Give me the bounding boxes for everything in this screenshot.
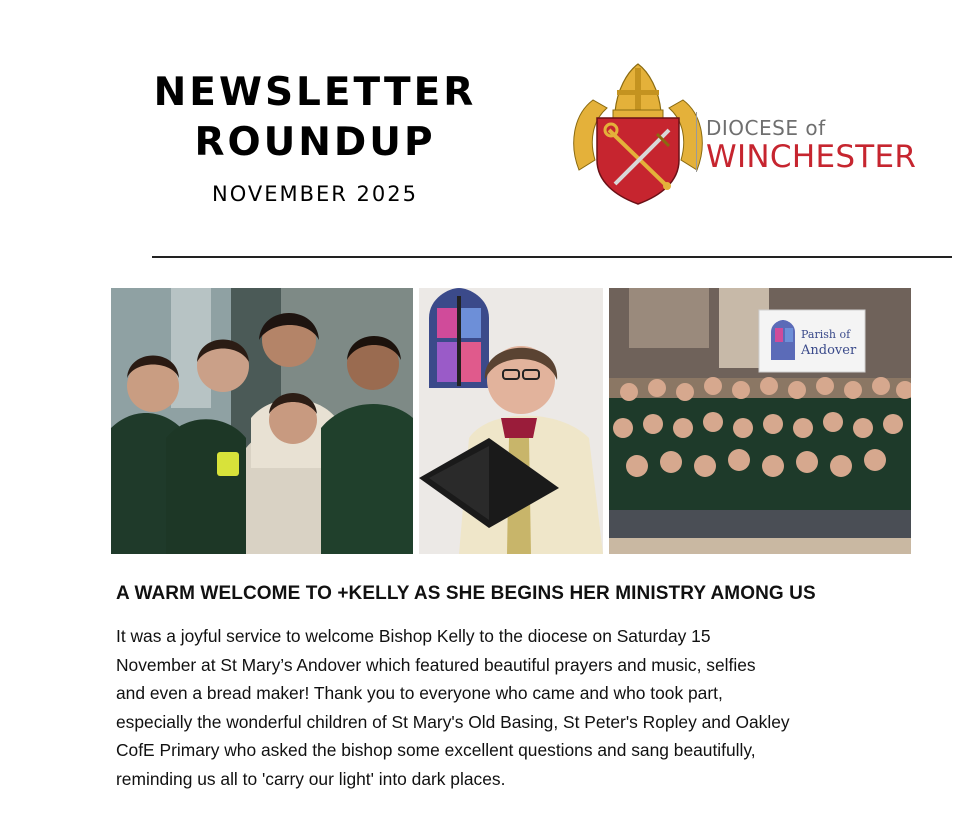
logo-winchester: WINCHESTER: [706, 139, 917, 175]
photo-choir: [609, 288, 911, 554]
issue-date: NOVEMBER 2025: [211, 182, 418, 206]
schoolchildren-image: [111, 288, 413, 554]
bishop-image: [419, 288, 603, 554]
article-line: November at St Mary’s Andover which featured beautiful prayers and music, selfies: [116, 654, 756, 675]
photo-bishop: [419, 288, 603, 554]
newsletter-title-block: [150, 68, 480, 206]
title-line-1: NEWSLETTER: [153, 70, 477, 115]
sign-parish-of: Parish of: [801, 328, 851, 341]
article-line: reminding us all to 'carry our light' into dark places.: [116, 768, 506, 789]
article-line: It was a joyful service to welcome Bishop Kelly to the diocese on Saturday 15: [116, 626, 711, 646]
photo-schoolchildren: [111, 288, 413, 554]
article-body: [116, 622, 916, 793]
header-divider: [152, 256, 952, 258]
choir-image: [609, 288, 911, 554]
article-headline: A WARM WELCOME TO +KELLY AS SHE BEGINS HER MINISTRY AMONG US: [116, 583, 816, 604]
sign-andover: Andover: [801, 343, 857, 358]
logo-divider: [696, 112, 697, 172]
article-line: and even a bread maker! Thank you to everyone who came and who took part,: [116, 683, 723, 703]
logo-diocese-of: DIOCESE of: [706, 116, 826, 140]
article-line: especially the wonderful children of St Mary's Old Basing, St Peter's Ropley and Oakley: [116, 711, 790, 732]
logo-text: [706, 116, 916, 174]
title-line-2: ROUNDUP: [194, 120, 436, 165]
article-line: CofE Primary who asked the bishop some excellent questions and sang beautifully,: [116, 740, 756, 760]
